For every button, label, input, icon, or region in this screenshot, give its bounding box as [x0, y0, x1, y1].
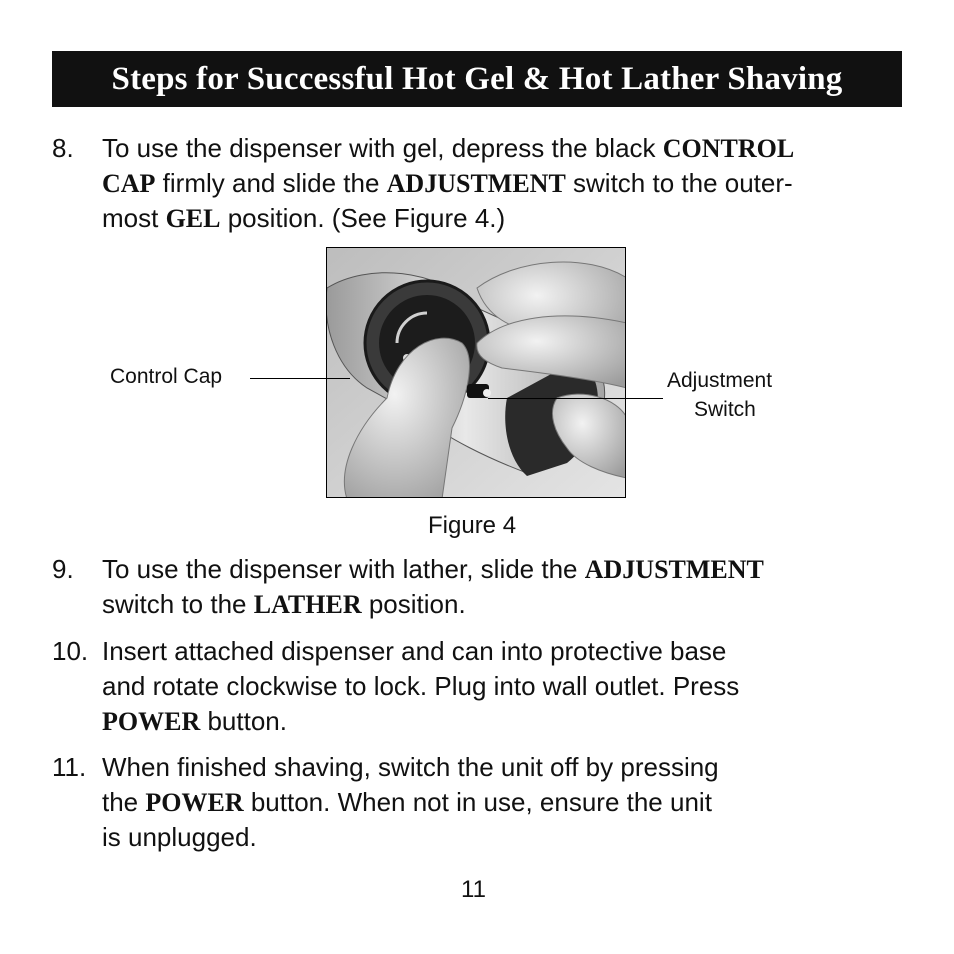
figure-4-photo [326, 247, 626, 498]
step-text [102, 131, 882, 236]
page-number: 11 [461, 876, 486, 903]
step-number: 8. [52, 133, 74, 163]
text-line: To use the dispenser with lather, slide the ADJUSTMENT [102, 554, 764, 584]
adjustment-switch-leader-line [488, 398, 663, 399]
text-line: When finished shaving, switch the unit off by pressing [102, 752, 719, 782]
text-line: CAP firmly and slide the ADJUSTMENT switch to the outer- [102, 168, 793, 198]
figure-caption: Figure 4 [428, 512, 517, 539]
step-text [102, 750, 882, 855]
step-number: 10. [52, 636, 89, 666]
control-cap-label: Control Cap [110, 365, 223, 388]
step-number: 11. [52, 752, 87, 782]
step-text [102, 634, 882, 739]
step-text [102, 552, 882, 622]
text-line: switch to the LATHER position. [102, 589, 466, 619]
header-bar [52, 51, 902, 107]
text-line: POWER button. [102, 706, 287, 736]
text-line: is unplugged. [102, 822, 257, 852]
text-line: most GEL position. (See Figure 4.) [102, 203, 506, 233]
adjustment-label: Adjustment [667, 369, 773, 392]
step-8 [52, 131, 882, 236]
step-10 [52, 634, 882, 739]
step-9 [52, 552, 882, 622]
text-line: and rotate clockwise to lock. Plug into wall outlet. Press [102, 671, 740, 701]
text-line: the POWER button. When not in use, ensure the unit [102, 787, 712, 817]
step-11 [52, 750, 882, 855]
text-line: To use the dispenser with gel, depress the black CONTROL [102, 133, 795, 163]
control-cap-leader-line [250, 378, 350, 379]
switch-label: Switch [694, 398, 756, 421]
text-line: Insert attached dispenser and can into protective base [102, 636, 727, 666]
step-number: 9. [52, 554, 74, 584]
page-title: Steps for Successful Hot Gel & Hot Lather Shaving [111, 60, 843, 97]
